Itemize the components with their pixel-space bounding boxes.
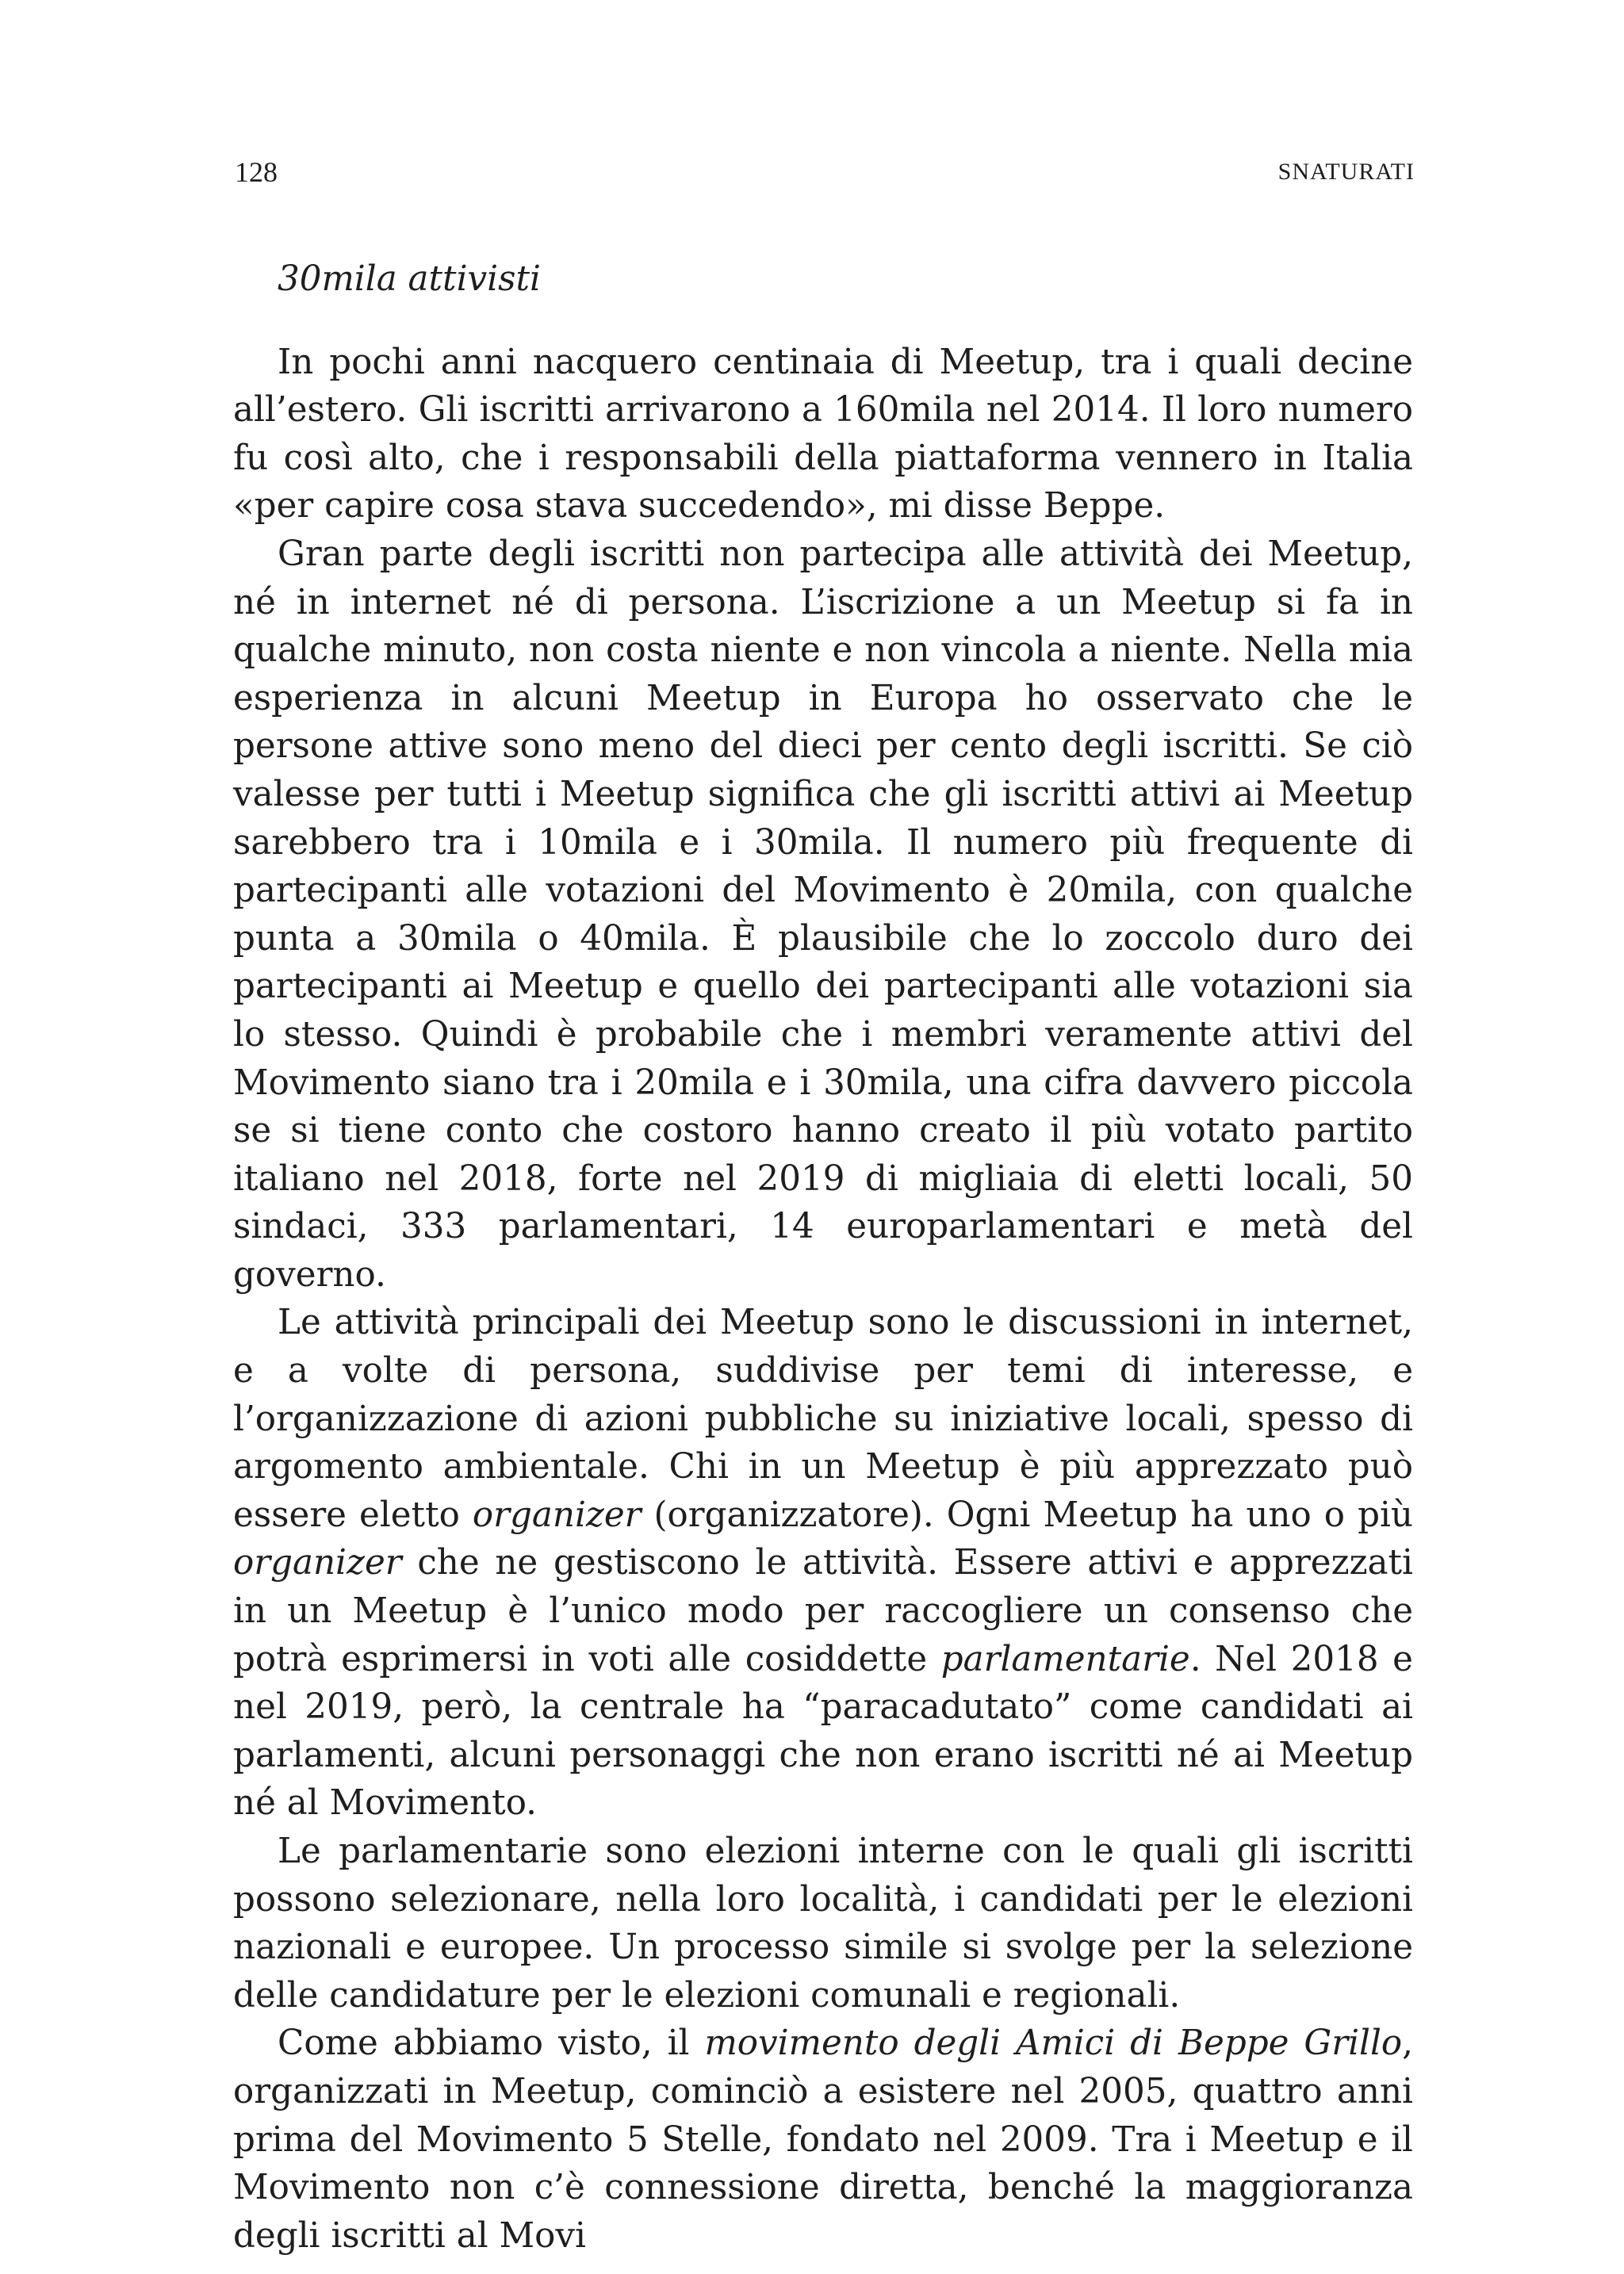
italic-term-parlamentarie: parlamentarie: [940, 1639, 1190, 1679]
paragraph-5: [233, 2019, 1413, 2260]
paragraph-3: [233, 1299, 1413, 1828]
text-run: Gran parte degli iscritti non partecipa alle attività dei Meetup, né in internet né di persona. L’iscrizione a un Meetup si fa in qualche minuto, non costa niente e non vincola a niente. Nella mia esperienza in alcuni Meetup in Europa ho osservato che le persone attive sono meno del dieci per cento degli iscritti. Se ciò valesse per tutti i Meetup significa che gli iscritti attivi ai Meetup sarebbero tra i 10mila e i 30mila. Il numero più frequente di partecipanti alle votazioni del Movimento è 20mila, con qualche punta a 30mila o 40mila. È plausibile che lo zoccolo duro dei partecipanti ai Meetup e quello dei partecipanti alle votazioni sia lo stesso. Quindi è probabile che i membri veramente attivi del Movimento siano tra i 20mila e i 30mila, una cifra davvero piccola se si tiene conto che costoro hanno creato il più votato partito italiano nel 2018, forte nel 2019 di migliaia di eletti locali, 50 sindaci, 333 parlamentari, 14 europarlamentari e metà del governo.: [233, 534, 1413, 1295]
text-run: Le parlamentarie sono elezioni interne con le quali gli iscritti possono selezionare, nella loro località, i candidati per le elezioni nazionali e europee. Un processo simile si svolge per la selezione delle candidature per le elezioni comunali e regionali.: [233, 1832, 1413, 2016]
running-header: [235, 152, 1415, 192]
text-run: che ne gestiscono le attività. Essere attivi e apprezzati in un Meetup è l’unico modo per raccogliere un consenso che potrà esprimersi in voti alle cosiddette: [233, 1543, 1413, 1679]
text-run: , organizzati in Meetup, cominciò a esistere nel 2005, quattro anni prima del Movimento 5 Stelle, fondato nel 2009. Tra i Meetup e il Movimento non c’è connessione diretta, benché la maggioranza degli iscritti al Movi: [233, 2023, 1414, 2256]
book-title: SNATURATI: [1277, 159, 1415, 185]
text-run: . Nel 2018 e nel 2019, però, la centrale ha “paracadutato” come candidati ai parlamenti, alcuni personaggi che non erano iscritti né ai Meetup né al Movimento.: [233, 1639, 1413, 1824]
page-number: 128: [235, 156, 278, 188]
body-text: [233, 255, 1413, 2260]
italic-term-organizer: organizer: [472, 1495, 642, 1535]
italic-term-movimento-amici: movimento degli Amici di Beppe Grillo: [704, 2023, 1403, 2064]
paragraph-1: [233, 339, 1413, 530]
paragraph-4: [233, 1828, 1413, 2019]
text-run: (organizzatore). Ogni Meetup ha uno o più: [641, 1495, 1414, 1535]
italic-term-organizer: organizer: [233, 1543, 402, 1583]
section-heading: 30mila attivisti: [278, 259, 541, 299]
text-run: Come abbiamo visto, il: [278, 2023, 705, 2064]
paragraph-2: [233, 530, 1413, 1300]
text-run: Le attività principali dei Meetup sono le discussioni in internet, e a volte di persona, suddivise per temi di interesse, e l’organizzazione di azioni pubbliche su iniziative locali, spesso di argomento ambientale. Chi in un Meetup è più apprezzato può essere eletto: [233, 1303, 1413, 1535]
text-run: In pochi anni nacquero centinaia di Meetup, tra i quali decine all’estero. Gli iscritti arrivarono a 160mila nel 2014. Il loro numero fu così alto, che i responsabili della piattaforma vennero in Italia «per capire cosa stava succedendo», mi disse Beppe.: [233, 342, 1413, 526]
